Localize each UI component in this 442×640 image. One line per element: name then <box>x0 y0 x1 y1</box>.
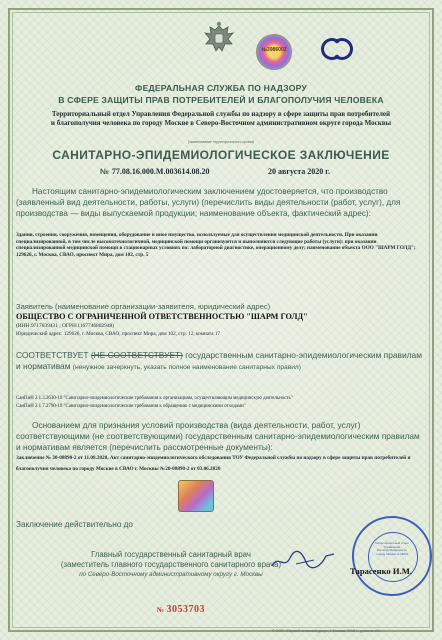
basis-paragraph <box>16 420 426 475</box>
document-title: САНИТАРНО-ЭПИДЕМИОЛОГИЧЕСКОЕ ЗАКЛЮЧЕНИЕ <box>52 148 390 162</box>
number-sign: № <box>100 167 109 176</box>
territory-line-2: и благополучия человека по городу Москве в Северо-Восточном административном округе города Москвы <box>50 119 392 127</box>
intro-text: Настоящим санитарно-эпидемиологическим заключением удостоверяется, что производство (заявленный вид деятельности, работы, услуги) (перечислить виды деятельности (работ, услуг), для производства — виды выпускаемой продукции; наименование объекта, фактический адрес): <box>16 187 401 218</box>
agency-line-2: В СФЕРЕ ЗАЩИТЫ ПРАВ ПОТРЕБИТЕЛЕЙ И БЛАГОПОЛУЧИЯ ЧЕЛОВЕКА <box>58 95 384 105</box>
agency-name <box>14 82 428 106</box>
conformity-note: (ненужное зачеркнуть, указать полное наименование санитарных правил) <box>72 364 301 371</box>
applicant-inn: (ИНН:9717039431 , ОГРН:1167746802948) <box>16 323 114 329</box>
coat-of-arms-icon <box>200 20 238 58</box>
territory-caption: (наименование территориального органа) <box>187 140 255 144</box>
basis-text: Основанием для признания условий производства (вида деятельности, работ, услуг) соответствующими (не соответствующими) государственным санитарно-эпидемиологическим правилам и нормативам является (перечислить рассмотренные документы): <box>16 420 420 452</box>
printer-credit: © ООО «Первый печатный двор», г. Москва, 2016 г., уровень «В» <box>272 629 381 633</box>
conforms-word: СООТВЕТСТВУЕТ <box>16 350 89 360</box>
agency-line-1: ФЕДЕРАЛЬНАЯ СЛУЖБА ПО НАДЗОРУ <box>135 83 307 93</box>
document-number <box>100 167 209 176</box>
validity-label: Заключение действительно до <box>16 520 133 529</box>
document-date: 20 августа 2020 г. <box>268 167 331 176</box>
signature-icon <box>268 548 338 572</box>
applicant-address: Юридический адрес: 129626, г. Москва, СВАО, проспект Мира, дом 102, стр. 12, комната 17 <box>16 331 221 337</box>
intro-details: Здания, строения, сооружения, помещения, оборудование и иное имущество, используемые для осуществления медицинской деятельности. При оказании специализированной, в том числе высокотехнологичной, медицинской помощи организуются и выполняются следующие работы (услуги): при оказании специализированной медицинской помощи в стационарных условиях по: лабораторной диагностике, операционному делу; наименование объекта ООО "ШАРМ ГОЛД"; 129626, г. Москва, СВАО, проспект Мира, дом 102, стр. 5 <box>16 232 416 258</box>
sanpin-1: СанПиН 2.1.3.2630-10 "Санитарно-эпидемиологические требования к организациям, осуществляющим медицинскую деятельность" <box>16 396 293 401</box>
serial-sign: № <box>157 606 165 614</box>
basis-details: Заключение № 30-08890-2 от 11.08.2020, Акт санитарно-эпидемиологического обследования ТОУ Федеральной службы по надзору в сфере защиты прав потребителей и благополучия человека по городу Москве в СВАО г. Москвы №20-08890-2 от 03.06.2020 <box>16 455 411 472</box>
chief-line-2: (заместитель главного государственного санитарного врача) <box>60 560 282 569</box>
applicant-name: ОБЩЕСТВО С ОГРАНИЧЕННОЙ ОТВЕТСТВЕННОСТЬЮ "ШАРМ ГОЛД" <box>16 312 308 321</box>
intro-paragraph <box>16 186 426 219</box>
chief-line-1: Главный государственный санитарный врач <box>91 550 251 559</box>
hologram-sticker-bottom <box>178 480 214 512</box>
stamp-text: Территориальный отдел Управления Роспотребнадзора по городу Москве в СВАО <box>375 541 409 556</box>
chief-line-3: по Северо-Восточному административному округу г. Москвы <box>79 571 263 578</box>
hologram-sticker-top: №3986002 <box>256 34 292 70</box>
round-stamp <box>352 516 432 596</box>
signer-name: Тарасенко И.М. <box>350 566 412 576</box>
form-serial-number <box>157 604 205 615</box>
territory-line-1: Территориальный отдел Управления Федеральной службы по надзору в сфере защиты прав потребителей <box>51 110 391 118</box>
not-conforms-word: (НЕ СООТВЕТСТВУЕТ) <box>90 350 183 360</box>
conformity-statement <box>16 350 426 373</box>
conformity-rest: государственным санитарно-эпидемиологическим правилам и нормативам <box>16 350 422 371</box>
applicant-label: Заявитель (наименование организации-заявителя, юридический адрес) <box>16 302 271 311</box>
sanpin-2: СанПиН 2.1.7.2790-10 "Санитарно-эпидемиологические требования к обращению с медицинскими отходами" <box>16 404 246 409</box>
cs-logo-icon <box>321 38 353 60</box>
serial-value: 3053703 <box>166 604 206 615</box>
number-value: 77.08.16.000.М.003614.08.20 <box>111 167 210 176</box>
territorial-office <box>14 110 428 128</box>
